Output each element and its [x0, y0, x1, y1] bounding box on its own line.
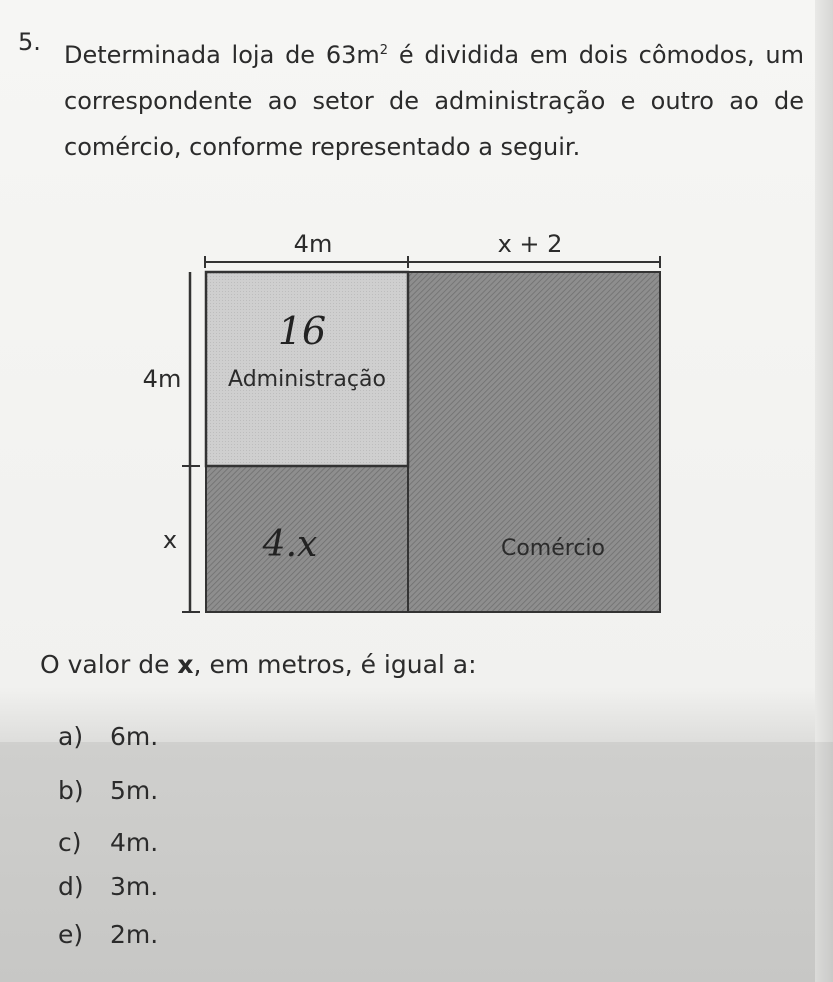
area-value: 63m — [325, 41, 380, 69]
top-right-dimension-label: x + 2 — [497, 230, 563, 258]
option-text: 4m. — [110, 828, 159, 857]
handwritten-admin-area: 16 — [277, 309, 327, 353]
left-bottom-dimension-label: x — [162, 526, 178, 554]
option-d[interactable] — [58, 872, 158, 901]
option-text: 3m. — [110, 872, 159, 901]
option-e[interactable] — [58, 920, 158, 949]
option-b[interactable] — [58, 776, 158, 805]
option-letter: b) — [58, 776, 84, 805]
handwritten-lower-area: 4.x — [262, 524, 318, 565]
option-a[interactable] — [58, 722, 158, 751]
option-text: 5m. — [110, 776, 159, 805]
option-text: 2m. — [110, 920, 159, 949]
option-letter: c) — [58, 828, 82, 857]
prompt-after: , em metros, é igual a: — [193, 650, 477, 679]
option-letter: e) — [58, 920, 84, 949]
question-number: 5. — [18, 28, 41, 56]
left-top-dimension-label: 4m — [142, 365, 182, 393]
prompt-before: O valor de — [40, 650, 178, 679]
commerce-region-right — [408, 272, 660, 612]
administration-label: Administração — [228, 367, 386, 392]
prompt-line — [40, 650, 477, 679]
question-text-end: é dividida em dois cômodos, um correspondente ao setor de administração e outro ao de comércio, conforme representado a seguir. — [64, 41, 804, 161]
option-text: 6m. — [110, 722, 159, 751]
option-c[interactable] — [58, 828, 158, 857]
question-text-start: Determinada loja de — [64, 41, 326, 69]
option-letter: a) — [58, 722, 84, 751]
commerce-label: Comércio — [500, 536, 606, 561]
top-left-dimension-label: 4m — [293, 230, 333, 258]
area-exponent: 2 — [379, 43, 389, 58]
option-letter: d) — [58, 872, 84, 901]
prompt-variable: x — [177, 650, 194, 679]
